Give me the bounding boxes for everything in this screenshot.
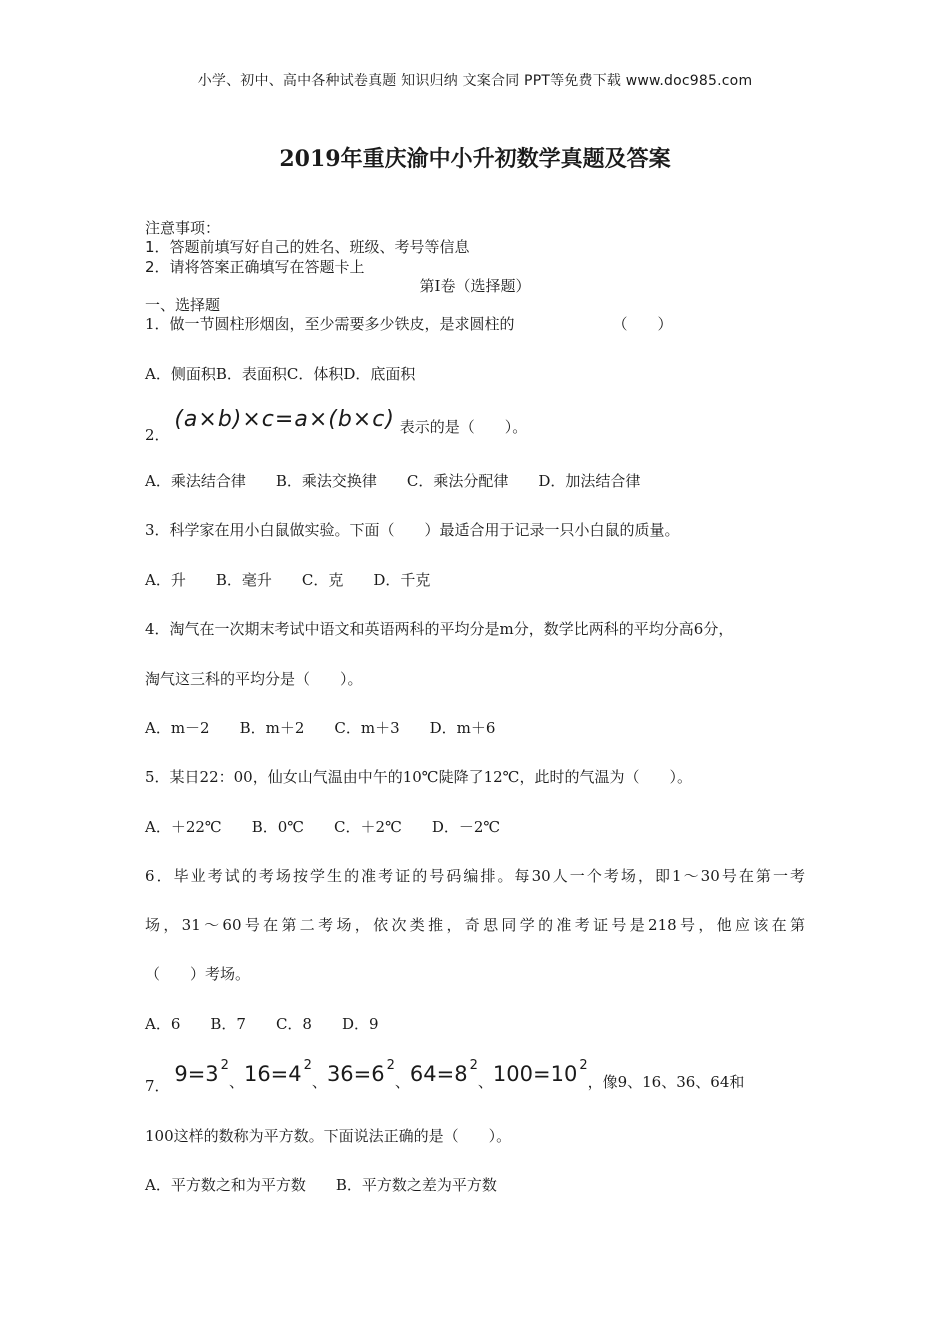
- square-expression: 64=8 $^2$: [409, 1058, 478, 1086]
- separator: 、: [394, 1073, 410, 1091]
- question-4-options: A．m－2 B．m＋2 C．m＋3 D．m＋6: [145, 719, 496, 737]
- question-2-formula: (a×b)×c=a×(b×c): [174, 407, 395, 432]
- separator: 、: [228, 1073, 244, 1091]
- question-2: [145, 407, 528, 444]
- question-7-number: 7．: [145, 1077, 170, 1095]
- question-5: 5．某日22：00，仙女山气温由中午的10℃陡降了12℃，此时的气温为（ ）。: [145, 768, 692, 786]
- notice-heading: 注意事项：: [145, 219, 221, 237]
- question-1: [145, 313, 673, 334]
- square-expression: 100=10 $^2$: [492, 1058, 588, 1086]
- question-6-line-3: （ ）考场。: [145, 965, 251, 983]
- question-1-text: 1．做一节圆柱形烟囱，至少需要多少铁皮，是求圆柱的: [145, 315, 515, 333]
- question-1-options: A．侧面积B．表面积C．体积D．底面积: [145, 365, 416, 383]
- site-header[interactable]: 小学、初中、高中各种试卷真题 知识归纳 文案合同 PPT等免费下载 www.doc985.com: [197, 73, 753, 89]
- notice-item: 2．请将答案正确填写在答题卡上: [145, 258, 365, 276]
- question-6-options: A．6 B．7 C．8 D．9: [145, 1015, 379, 1033]
- square-expression: 36=6 $^2$: [326, 1058, 395, 1086]
- question-6-line-1: 6．毕业考试的考场按学生的准考证的号码编排。每30人一个考场，即1～30号在第一考: [145, 867, 805, 885]
- square-expression: 9=3 $^2$: [174, 1058, 229, 1086]
- question-2-text: 表示的是（ ）。: [399, 418, 528, 436]
- question-7-line-2: 100这样的数称为平方数。下面说法正确的是（ ）。: [145, 1127, 512, 1145]
- question-4-line-2: 淘气这三科的平均分是（ ）。: [145, 670, 363, 688]
- answer-blank: （ ）: [612, 315, 673, 333]
- volume-title: 第I卷（选择题）: [419, 277, 531, 295]
- separator: 、: [311, 1073, 327, 1091]
- question-2-options: A．乘法结合律 B．乘法交换律 C．乘法分配律 D．加法结合律: [145, 472, 641, 490]
- question-7-text: ，像9、16、36、64和: [587, 1073, 745, 1091]
- page-title: 2019年重庆渝中小升初数学真题及答案: [279, 146, 671, 172]
- question-7: [145, 1058, 745, 1095]
- section-title: 一、选择题: [145, 296, 221, 314]
- question-6-line-2: 场，31～60号在第二考场，依次类推，奇思同学的准考证号是218号，他应该在第: [145, 916, 805, 934]
- question-2-number: 2．: [145, 426, 170, 444]
- question-7-options: A．平方数之和为平方数 B．平方数之差为平方数: [145, 1176, 497, 1194]
- square-expression: 16=4 $^2$: [243, 1058, 312, 1086]
- question-4-line-1: 4．淘气在一次期末考试中语文和英语两科的平均分是m分，数学比两科的平均分高6分，: [145, 620, 734, 638]
- question-3-options: A．升 B．毫升 C．克 D．千克: [145, 571, 431, 589]
- question-3: 3．科学家在用小白鼠做实验。下面（ ）最适合用于记录一只小白鼠的质量。: [145, 521, 680, 539]
- notice-item: 1．答题前填写好自己的姓名、班级、考号等信息: [145, 238, 470, 256]
- question-5-options: A．＋22℃ B．0℃ C．＋2℃ D．－2℃: [145, 818, 501, 836]
- separator: 、: [477, 1073, 493, 1091]
